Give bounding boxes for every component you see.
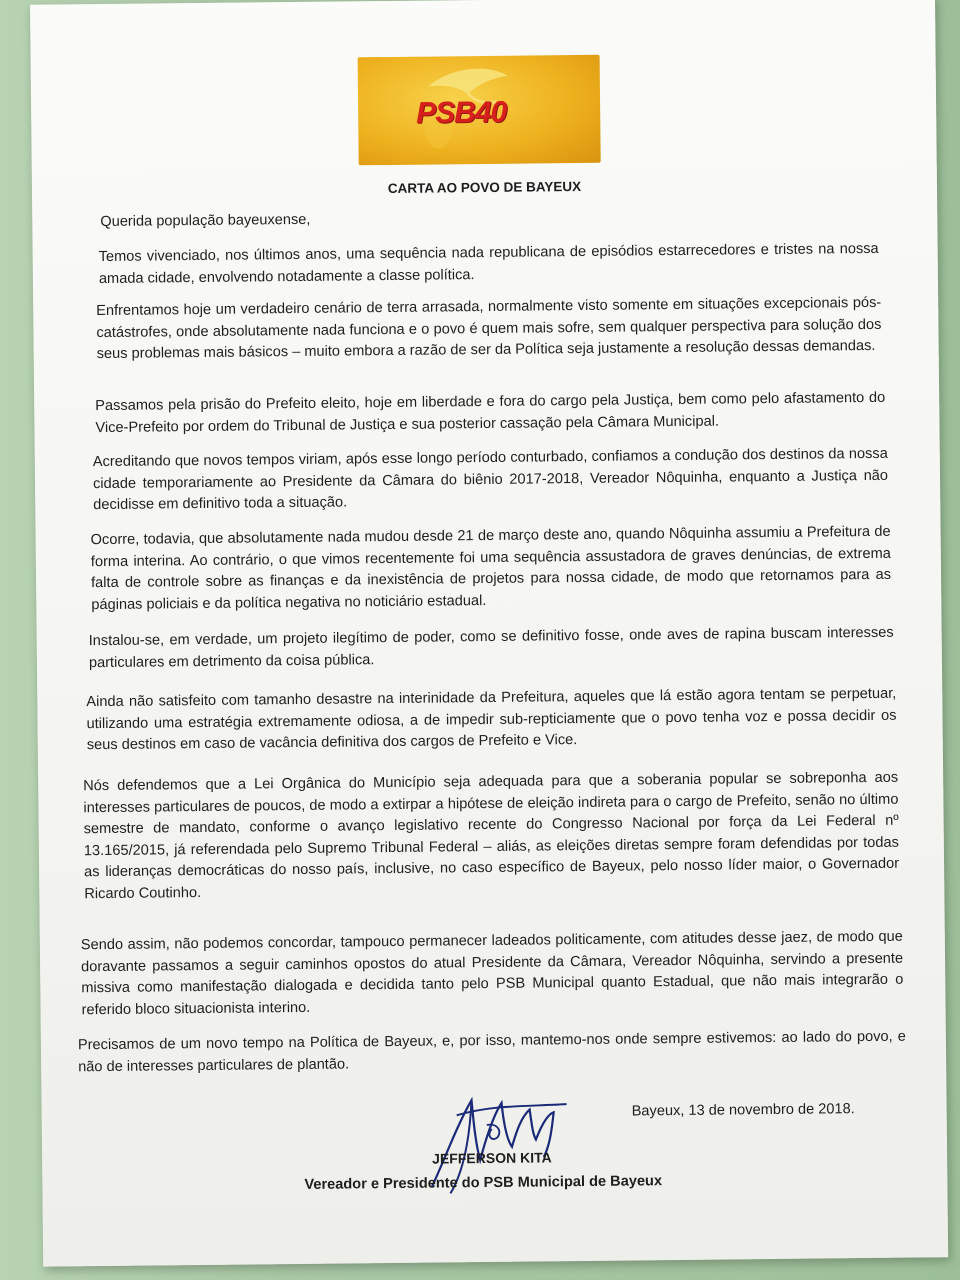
letter-date: Bayeux, 13 de novembro de 2018. <box>631 1101 855 1120</box>
paragraph-7: Ainda não satisfeito com tamanho desastre na interinidade da Prefeitura, aqueles que lá estão agora tentam se perpetuar, utilizando uma estratégia extremamente odiosa, a de impedir sub-repticiamente que o povo tenha voz e possa decidir os seus destinos em caso de vacância definitiva dos cargos de Prefeito e Vice. <box>86 685 897 754</box>
paragraph-9: Sendo assim, não podemos concordar, tampouco permanecer ladeados politicamente, com atitudes desse jaez, de modo que doravante passamos a seguir caminhos opostos do atual Presidente da Câmara, Vereador Nôquinha, servindo a presente missiva como manifestação dialogada e decidida tanto pelo PSB Municipal quanto Estadual, que não mais integrarão o referido bloco situacionista interino. <box>80 928 904 1018</box>
letter-title: CARTA AO POVO DE BAYEUX <box>387 178 582 197</box>
paragraph-2: Enfrentamos hoje um verdadeiro cenário de terra arrasada, normalmente visto somente em situações excepcionais pós-catástrofes, onde absolutamente nada funciona e o povo é quem mais sofre, sem qualquer perspectiva para solução dos seus problemas mais básicos – muito embora a razão de ser da Política seja justamente a resolução dessas demandas. <box>96 294 882 363</box>
logo-text: PSB40 <box>416 95 507 130</box>
paragraph-8: Nós defendemos que a Lei Orgânica do Município seja adequada para que a soberania popular se sobreponha aos interesses particulares de poucos, de modo a extirpar a hipótese de eleição indireta para o cargo de Prefeito, senão no último semestre de mandato, conforme o avanço legislativo recente do Congresso Nacional por força da Lei Federal nº 13.165/2015, já referendada pelo Supremo Tribunal Federal – aliás, as eleições diretas sempre foram defendidas por todas as lideranças democráticas do nosso país, inclusive, no caso específico de Bayeux, pelo nosso líder maior, o Governador Ricardo Coutinho. <box>83 769 900 902</box>
greeting: Querida população bayeuxense, <box>100 211 311 231</box>
paragraph-3: Passamos pela prisão do Prefeito eleito, hoje em liberdade e fora do cargo pela Justiça, bem como pelo afastamento do Vice-Prefeito por ordem do Tribunal de Justiça e sua posterior cassação pela Câmara Municipal. <box>95 389 886 436</box>
paragraph-10: Precisamos de um novo tempo na Política de Bayeux, e, por isso, mantemo-nos onde sempre estivemos: ao lado do povo, e não de interesses particulares de plantão. <box>77 1028 906 1075</box>
psb40-logo <box>358 55 601 166</box>
paragraph-1: Temos vivenciado, nos últimos anos, uma sequência nada republicana de episódios estarrecedores e tristes na nossa amada cidade, envolvendo notadamente a classe política. <box>98 240 879 287</box>
signer-name: JEFFERSON KITA <box>432 1149 552 1167</box>
paragraph-4: Acreditando que novos tempos viriam, após esse longo período conturbado, confiamos a condução dos destinos da nossa cidade temporariamente ao Presidente da Câmara do biênio 2017-2018, Vereador Nôquinha, enquanto a Justiça não decidisse em definitivo toda a situação. <box>92 445 889 514</box>
paragraph-5: Ocorre, todavia, que absolutamente nada mudou desde 21 de março deste ano, quando Nôquinha assumiu a Prefeitura de forma interina. Ao contrário, o que vimos recentemente foi uma sequência assustadora de graves denúncias, de extrema falta de controle sobre as finanças e da inexistência de projetos para nossa cidade, de modo que retornamos para as páginas policiais e da política negativa no noticiário estadual. <box>90 523 892 613</box>
letter-page <box>30 0 948 1267</box>
signer-role: Vereador e Presidente do PSB Municipal de Bayeux <box>304 1173 663 1193</box>
paragraph-6: Instalou-se, em verdade, um projeto ilegítimo de poder, como se definitivo fosse, onde aves de rapina buscam interesses particulares em detrimento da coisa pública. <box>88 624 894 671</box>
